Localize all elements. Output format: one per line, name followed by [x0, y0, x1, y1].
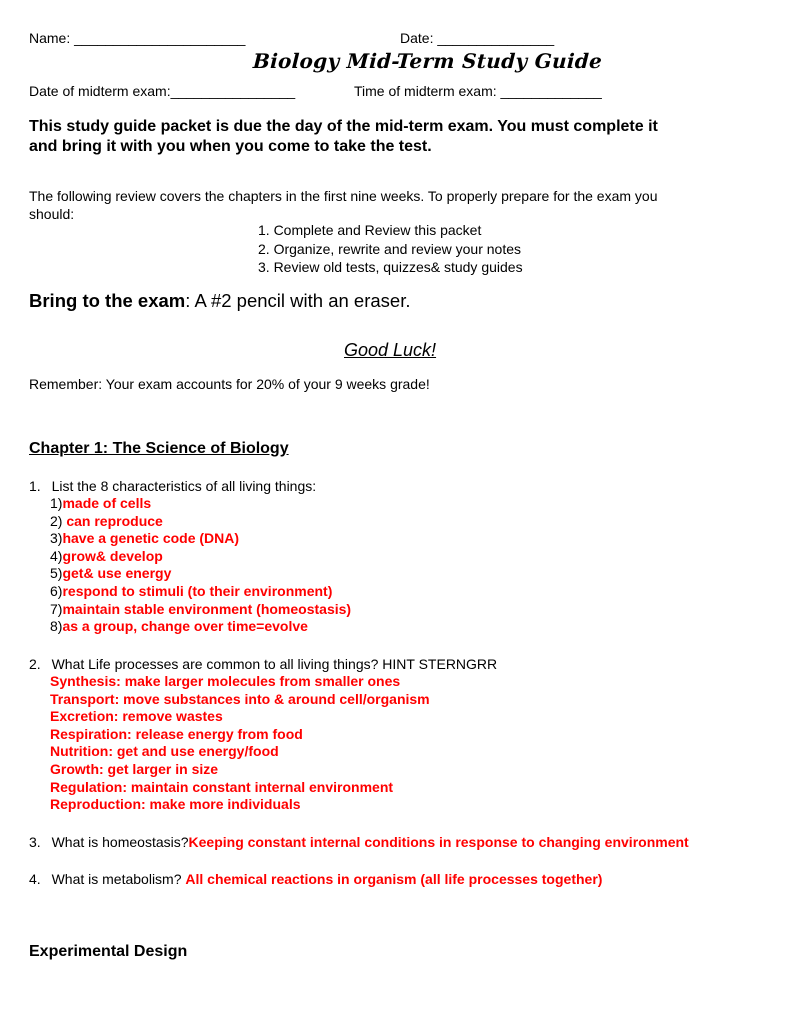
- midterm-time-field[interactable]: Time of midterm exam: _____________: [354, 83, 602, 99]
- question-4: [29, 871, 602, 888]
- question-number: 4.: [29, 871, 41, 887]
- bring-text: : A #2 pencil with an eraser.: [185, 290, 411, 311]
- answer-text: have a genetic code (DNA): [62, 530, 240, 547]
- answer-text: as a group, change over time=evolve: [62, 618, 308, 635]
- prep-steps-list: [258, 221, 523, 277]
- list-item: [50, 565, 351, 583]
- remember-note: Remember: Your exam accounts for 20% of your 9 weeks grade!: [29, 376, 430, 392]
- bring-to-exam: [29, 290, 410, 312]
- answer-text: can reproduce: [62, 512, 163, 529]
- answer-text: All chemical reactions in organism (all life processes together): [185, 871, 603, 887]
- question-number: 2.: [29, 656, 41, 672]
- answer-text: maintain stable environment (homeostasis): [62, 600, 352, 617]
- review-text: [29, 187, 658, 223]
- bring-label: Bring to the exam: [29, 290, 186, 311]
- answer-text: Keeping constant internal conditions in response to changing environment: [188, 834, 689, 850]
- date-field[interactable]: Date: _______________: [400, 30, 555, 46]
- item-number: 2): [50, 512, 63, 529]
- list-item: [50, 530, 351, 548]
- chapter-heading: Chapter 1: The Science of Biology: [29, 440, 289, 457]
- answer-text: respond to stimuli (to their environment): [62, 582, 333, 599]
- due-notice-line-2: and bring it with you when you come to take the test.: [29, 138, 432, 155]
- item-number: 7): [50, 600, 63, 617]
- item-number: 6): [50, 582, 63, 599]
- list-item: [50, 583, 351, 601]
- name-field[interactable]: Name: ______________________: [29, 30, 246, 46]
- answer-line: Respiration: release energy from food: [50, 725, 303, 742]
- answer-line: Regulation: maintain constant internal environment: [50, 778, 394, 795]
- answer-text: made of cells: [62, 495, 152, 511]
- question-2: [29, 656, 497, 673]
- page-title-text: Biology Mid-Term Study Guide: [252, 49, 603, 73]
- page-title: [252, 49, 602, 73]
- question-text: What Life processes are common to all living things? HINT STERNGRR: [51, 656, 498, 672]
- characteristics-list: [50, 495, 351, 636]
- answer-line: Growth: get larger in size: [50, 760, 219, 777]
- answer-text: grow& develop: [62, 547, 163, 564]
- prep-step: 1. Complete and Review this packet: [258, 222, 482, 238]
- prep-step: 2. Organize, rewrite and review your notes: [258, 240, 522, 257]
- question-text: What is homeostasis?: [51, 834, 189, 850]
- item-number: 1): [50, 495, 63, 511]
- question-3: [29, 834, 689, 851]
- answer-text: get& use energy: [62, 565, 172, 582]
- list-item: [50, 513, 351, 531]
- review-text-line-2: should:: [29, 206, 75, 222]
- question-text: List the 8 characteristics of all living things:: [51, 478, 317, 494]
- life-processes-list: [50, 673, 430, 814]
- list-item: [50, 495, 351, 513]
- question-text: What is metabolism?: [51, 871, 186, 887]
- question-number: 1.: [29, 478, 41, 494]
- question-number: 3.: [29, 834, 41, 850]
- section-heading: Experimental Design: [29, 943, 188, 960]
- due-notice-line-1: This study guide packet is due the day of the mid-term exam. You must complete it: [29, 118, 658, 135]
- answer-line: Reproduction: make more individuals: [50, 796, 301, 813]
- question-1: [29, 478, 316, 495]
- item-number: 5): [50, 565, 63, 582]
- item-number: 3): [50, 530, 63, 547]
- review-text-line-1: The following review covers the chapters in the first nine weeks. To properly prepare for the exam you: [29, 188, 658, 204]
- answer-line: Synthesis: make larger molecules from smaller ones: [50, 673, 401, 689]
- answer-line: Excretion: remove wastes: [50, 708, 223, 725]
- due-notice: [29, 117, 658, 157]
- answer-line: Nutrition: get and use energy/food: [50, 743, 279, 760]
- good-luck: Good Luck!: [344, 340, 437, 360]
- prep-step: 3. Review old tests, quizzes& study guides: [258, 259, 523, 275]
- list-item: [50, 601, 351, 619]
- item-number: 4): [50, 547, 63, 564]
- midterm-date-field[interactable]: Date of midterm exam:________________: [29, 83, 296, 99]
- list-item: [50, 548, 351, 566]
- item-number: 8): [50, 618, 63, 635]
- answer-line: Transport: move substances into & around cell/organism: [50, 690, 430, 707]
- list-item: [50, 618, 351, 636]
